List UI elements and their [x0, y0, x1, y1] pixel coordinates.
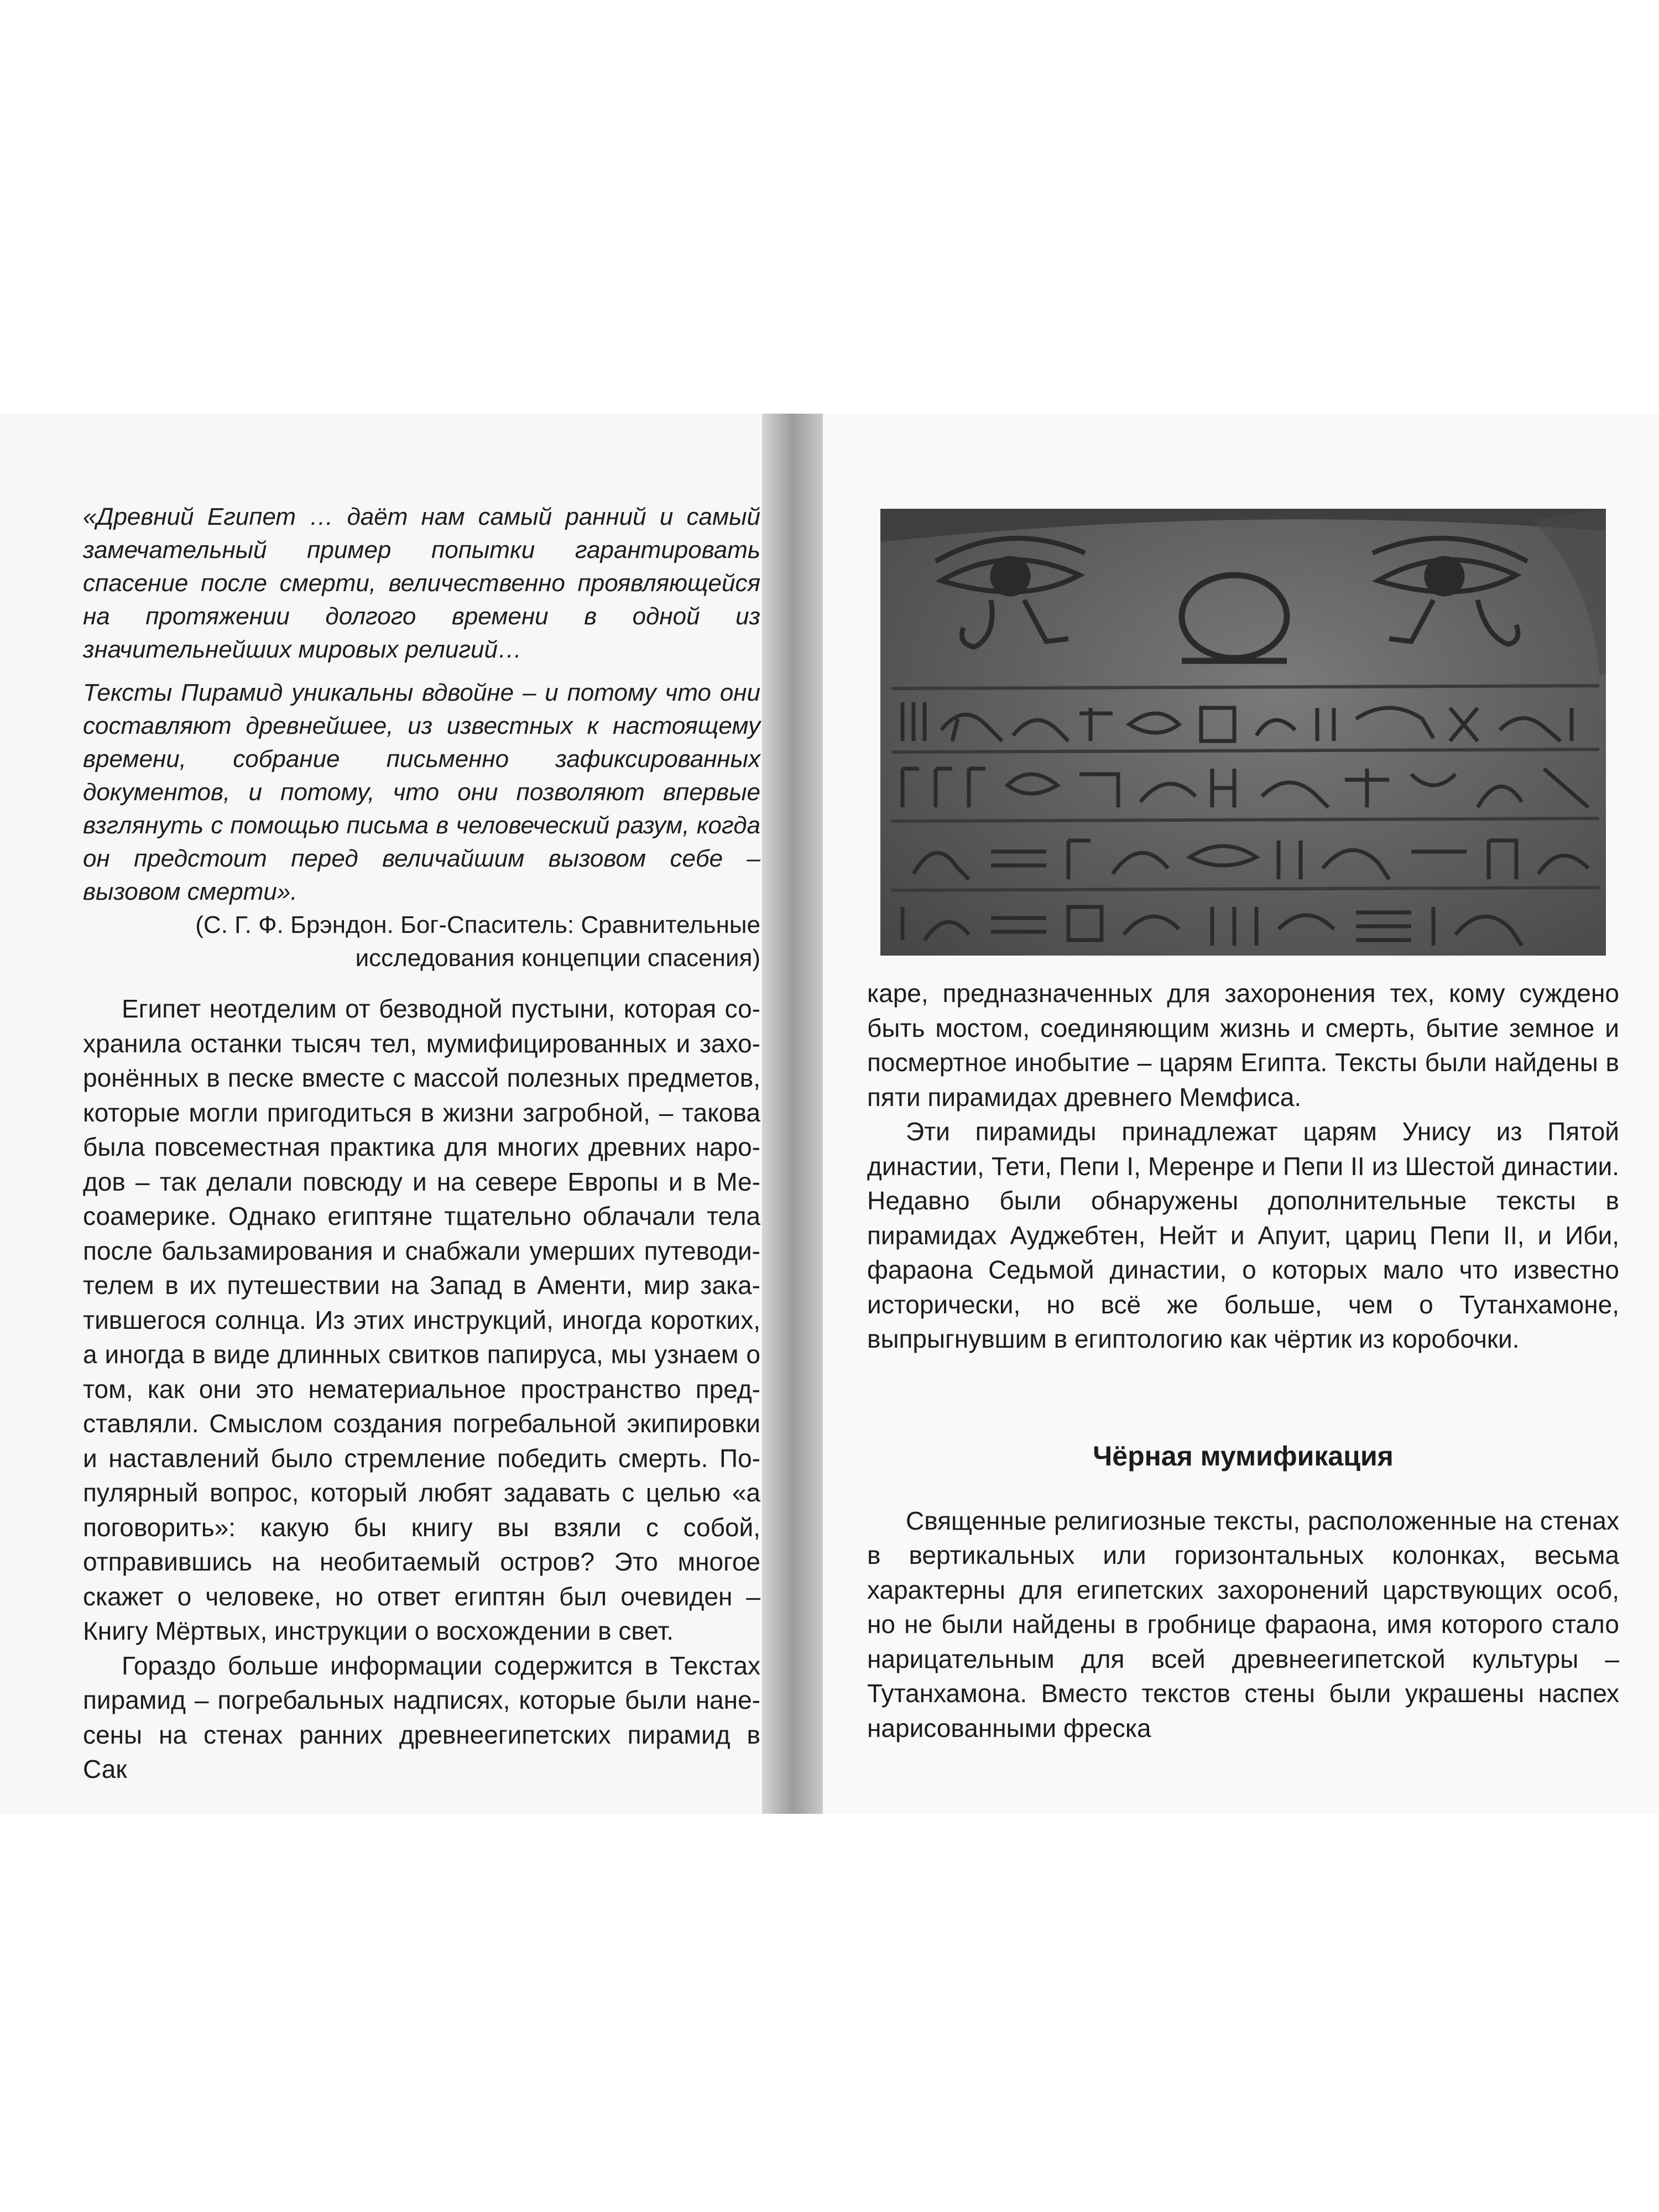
hieroglyphs-photo — [880, 509, 1606, 956]
epigraph-citation: (С. Г. Ф. Брэндон. Бог-Спаситель: Сравнительные исследования концепции спасения) — [195, 911, 760, 972]
hieroglyphs-drawing — [880, 509, 1606, 956]
eye-of-horus-right-icon — [1373, 538, 1527, 644]
body-paragraph-pyramid-texts: Гораздо больше информации содержится в Текстах пирамид – погребальных надписях, которые были нанесены на стенах ранних древнеегипетских пирамид в Сак — [83, 1651, 760, 1783]
right-page-text — [867, 976, 1619, 1745]
book-gutter — [762, 414, 823, 1814]
body-paragraph-sakkara: каре, предназначенных для захоронения тех, кому суждено быть мостом, соединяющим жизнь и смерть, бытие земное и посмертное инобытие – царям Египта. Тексты были найдены в пяти пирамидах древнего Мемфиса. — [867, 979, 1619, 1112]
hieroglyph-rows — [902, 702, 1588, 946]
eye-of-horus-left-icon — [936, 538, 1085, 647]
left-page-text — [83, 500, 760, 1787]
body-paragraph-egypt-desert: Египет неотделим от безводной пустыни, которая сохранила останки тысяч тел, мумифицированных и захоронённых в песке вместе с массой полезных предметов, которые могли пригодиться в жизни загробной, – такова была повсеместная практика для многих древних народов – так делали повсюду и на севере Европы и в Месоамерике. Однако египтяне тщательно облачали тела после бальзамирования и снабжали умерших путеводителем в их путешествии на Запад в Аменти, мир закатившегося солнца. Из этих инструкций, иногда коротких, а иногда в виде длинных свитков папируса, мы узнаем о том, как они это нематериальное пространство представляли. Смыслом создания погребальной экипировки и наставлений было стремление победить смерть. Популярный вопрос, который любят задавать с целью «а поговорить»: какую бы книгу вы взяли с собой, отправившись на необитаемый остров? Это многое скажет о человеке, но ответ египтян был очевиден – Книгу Мёртвых, инструкции о восхождении в свет. — [83, 994, 760, 1645]
epigraph-paragraph-2: Тексты Пирамид уникальны вдвойне – и потому что они составляют древнейшее, из известных к настоящему времени, собрание письменно зафиксированных документов, и потому, что они позволяют впервые взглянуть с помощью письма в человеческий разум, когда он предстоит перед величайшим вызовом себе – вызовом смерти». — [83, 679, 760, 905]
epigraph-paragraph-1: «Древний Египет … даёт нам самый ранний и самый замечательный пример попытки гарантировать спасение после смерти, величественно проявляющейся на протяжении долгого времени в одной из значительнейших мировых религий… — [83, 503, 760, 663]
body-paragraph-sacred-texts: Священные религиозные тексты, расположенные на стенах в вертикальных или горизонтальных колонках, весьма характерны для египетских захоронений царствующих особ, но не были найдены в гробнице фараона, имя которого стало нарицательным для всей древнеегипетской культуры – Тутанхамона. Вместо текстов стены были украшены наспех нарисованными фреска — [867, 1506, 1619, 1743]
section-heading: Чёрная мумификация — [1093, 1440, 1394, 1472]
shen-ring-icon — [1182, 575, 1287, 661]
body-paragraph-pyramid-kings: Эти пирамиды принадлежат царям Унису из Пятой династии, Тети, Пепи I, Меренре и Пепи II из Шестой династии. Недавно были обнаружены дополнительные тексты в пирамидах Ауджебтен, Нейт и Апуит, цариц Пепи II, и Иби, фараона Седьмой династии, о которых мало что известно исторически, но всё же больше, чем о Тутанхамоне, выпрыгнувшим в египтологию как чёртик из коробочки. — [867, 1117, 1619, 1353]
